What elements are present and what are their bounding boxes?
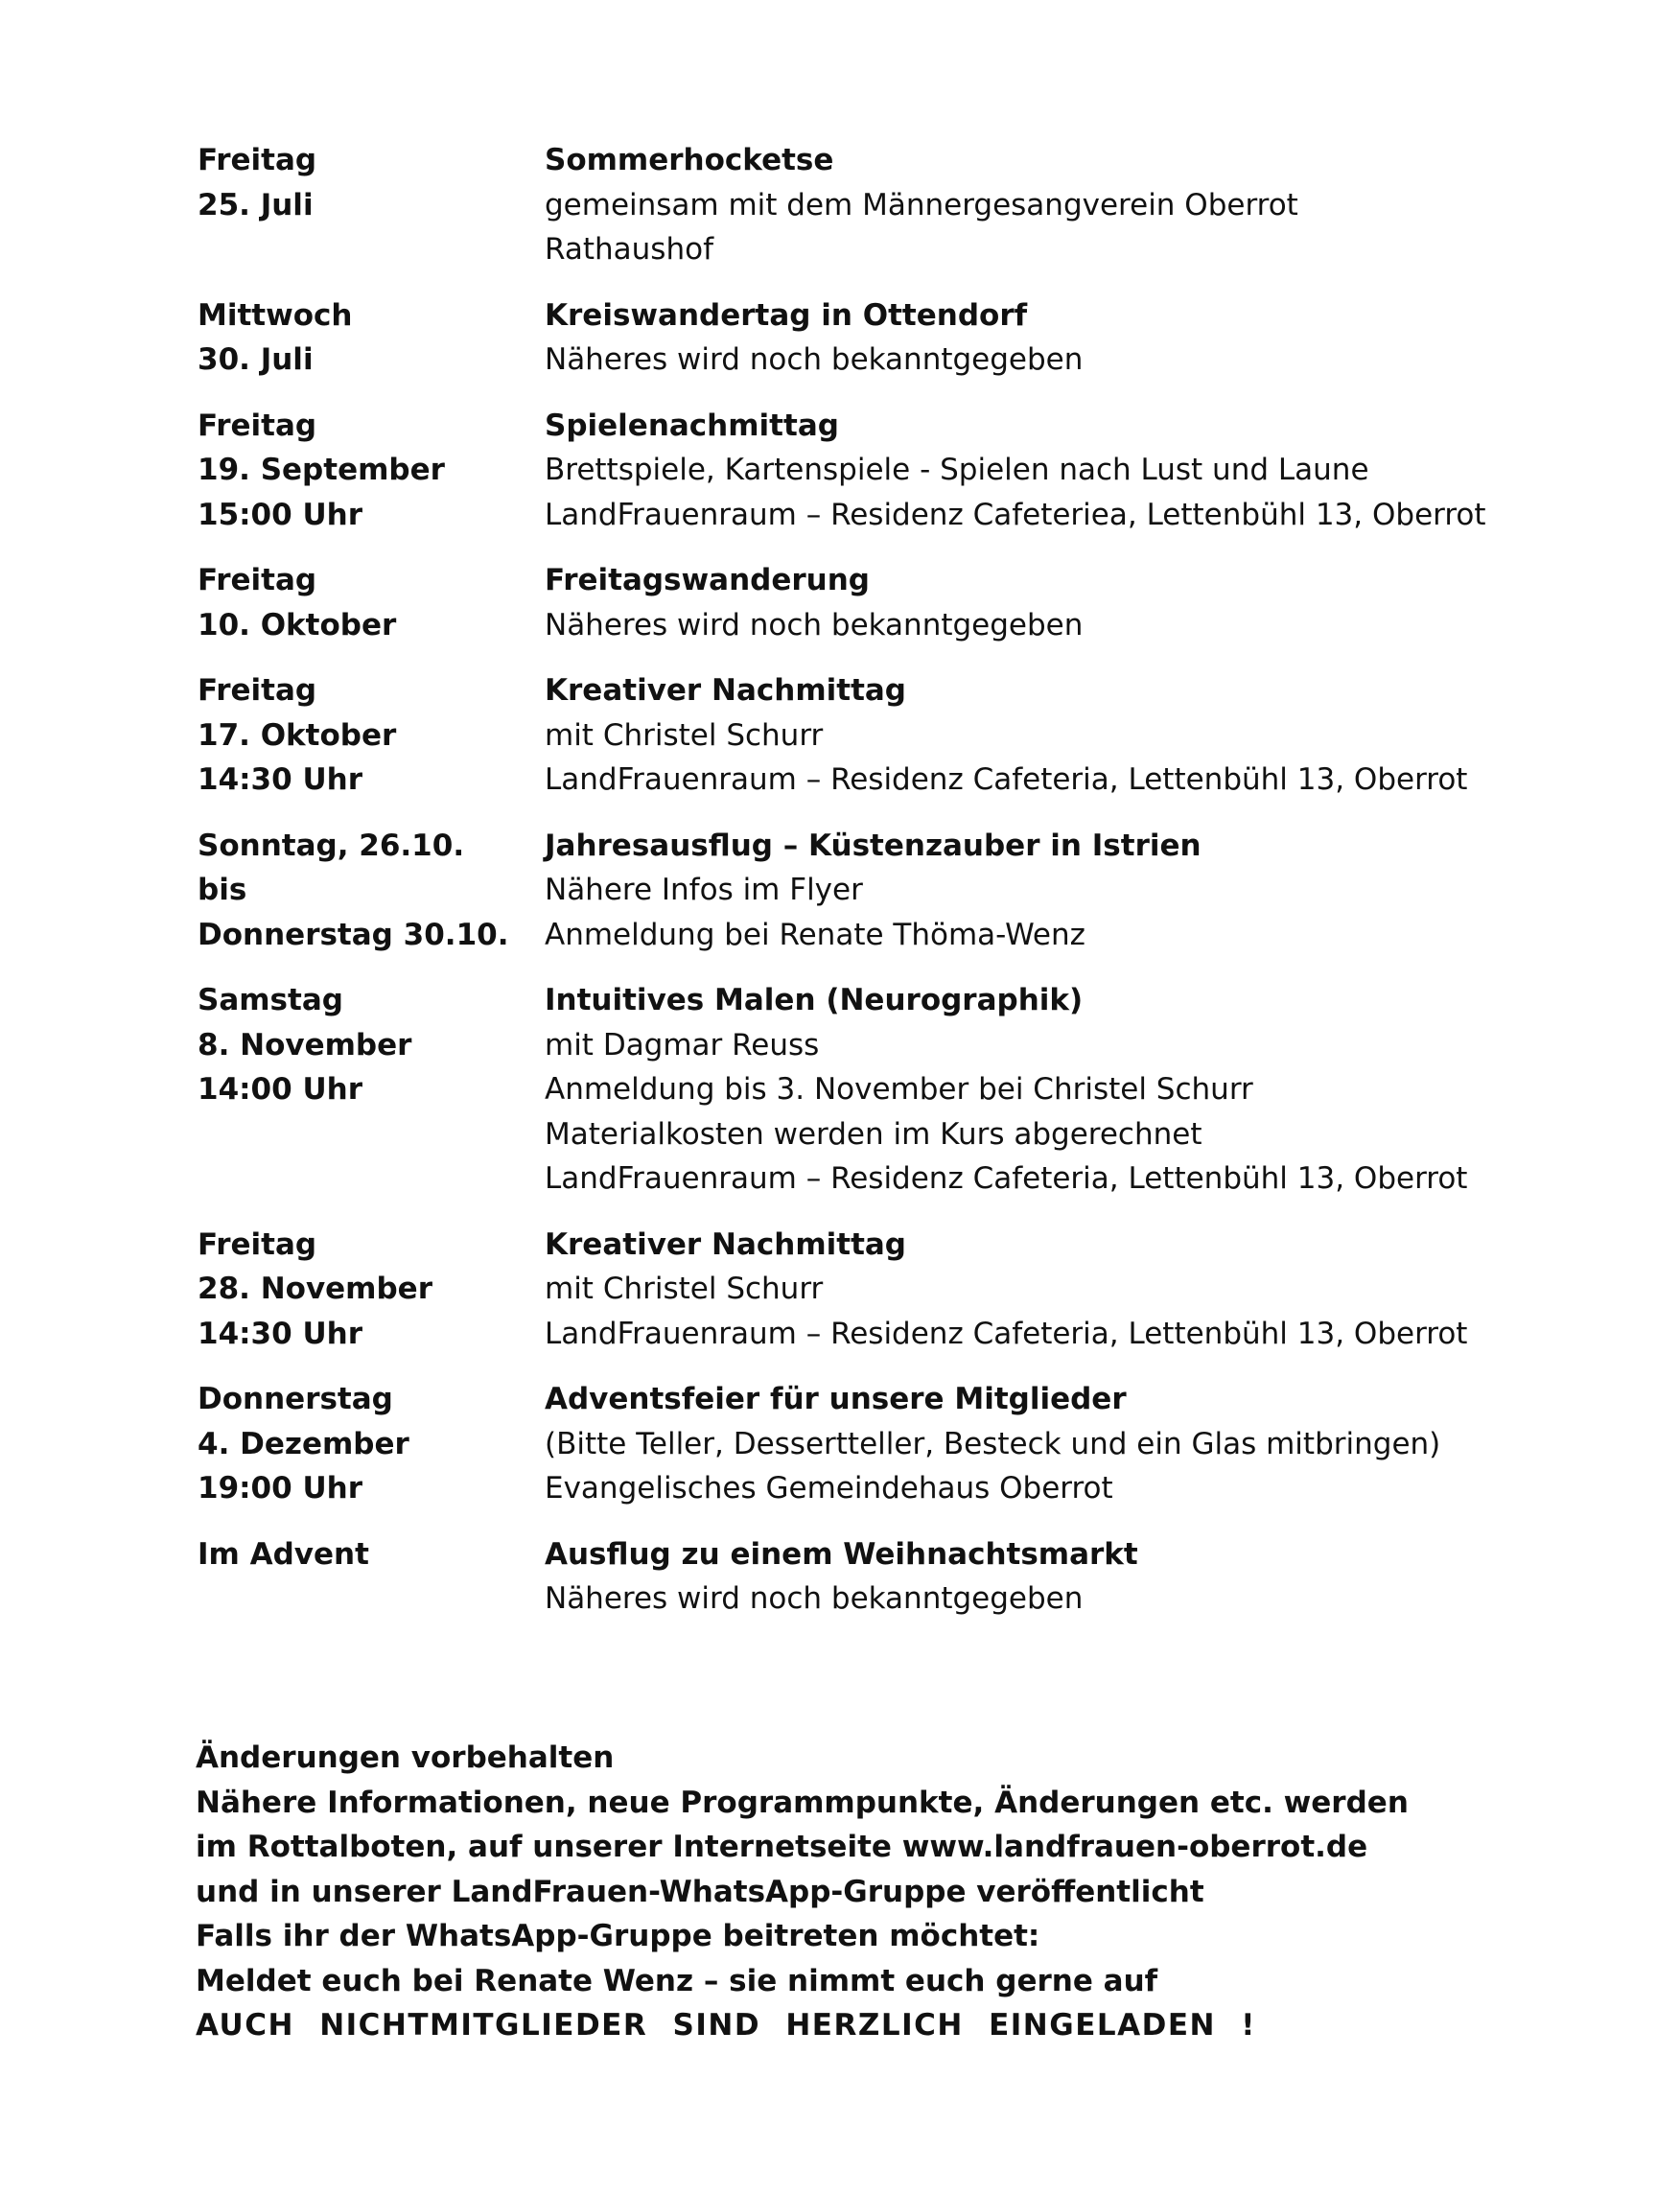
event-detail: gemeinsam mit dem Männergesangverein Oberrot: [545, 187, 1298, 222]
event-entry: [198, 293, 1559, 383]
event-detail: mit Christel Schurr: [545, 717, 824, 753]
event-detail: LandFrauenraum – Residenz Cafeteria, Lettenbühl 13, Oberrot: [545, 1161, 1468, 1196]
event-date-line: Freitag: [198, 143, 317, 177]
footer-line: und in unserer LandFrauen-WhatsApp-Gruppe veröffentlicht: [196, 1874, 1204, 1909]
event-description: [545, 558, 1559, 647]
event-date: [198, 138, 545, 272]
event-title: Ausflug zu einem Weihnachtsmarkt: [545, 1536, 1138, 1572]
event-description: [545, 1377, 1559, 1511]
event-detail: Materialkosten werden im Kurs abgerechnet: [545, 1116, 1202, 1152]
event-title: Kreativer Nachmittag: [545, 673, 906, 708]
event-detail: Näheres wird noch bekanntgegeben: [545, 607, 1084, 642]
event-entry: [198, 1377, 1559, 1511]
footer-notes: [196, 1736, 1557, 2048]
event-time: 15:00 Uhr: [198, 497, 362, 532]
event-date-line: Freitag: [198, 408, 317, 443]
event-title: Sommerhocketse: [545, 143, 834, 177]
event-date-line: 10. Oktober: [198, 607, 397, 642]
event-schedule: [198, 138, 1559, 1622]
event-entry: [198, 668, 1559, 803]
event-date-line: 4. Dezember: [198, 1426, 409, 1461]
event-title: Jahresausflug – Küstenzauber in Istrien: [545, 828, 1202, 863]
event-description: [545, 138, 1559, 272]
event-date-line: Im Advent: [198, 1536, 369, 1572]
event-detail: Nähere Infos im Flyer: [545, 873, 863, 907]
event-time: 14:00 Uhr: [198, 1072, 362, 1107]
event-title: Kreativer Nachmittag: [545, 1226, 906, 1262]
event-date-line: 28. November: [198, 1272, 432, 1306]
event-date-line: Sonntag, 26.10.: [198, 828, 465, 863]
event-detail: LandFrauenraum – Residenz Cafeteria, Lettenbühl 13, Oberrot: [545, 762, 1468, 797]
event-date-line: 25. Juli: [198, 187, 314, 222]
event-date: [198, 824, 545, 958]
event-detail: Anmeldung bis 3. November bei Christel Schurr: [545, 1072, 1253, 1107]
event-entry: [198, 1532, 1559, 1622]
event-date-line: Freitag: [198, 673, 317, 708]
event-entry: [198, 404, 1559, 538]
event-description: [545, 978, 1559, 1202]
event-date: [198, 668, 545, 803]
event-date: [198, 293, 545, 383]
event-time: 14:30 Uhr: [198, 1316, 362, 1351]
footer-line: Nähere Informationen, neue Programmpunkte, Änderungen etc. werden: [196, 1785, 1409, 1820]
event-detail: (Bitte Teller, Dessertteller, Besteck und ein Glas mitbringen): [545, 1426, 1441, 1461]
event-description: [545, 293, 1559, 383]
event-title: Spielenachmittag: [545, 408, 839, 443]
event-date-line: Mittwoch: [198, 297, 353, 333]
footer-line: Änderungen vorbehalten: [196, 1740, 615, 1775]
event-date: [198, 404, 545, 538]
event-title: Intuitives Malen (Neurographik): [545, 983, 1084, 1017]
event-detail: Brettspiele, Kartenspiele - Spielen nach Lust und Laune: [545, 453, 1369, 487]
event-description: [545, 824, 1559, 958]
event-date: [198, 1532, 545, 1622]
event-detail: LandFrauenraum – Residenz Cafeteria, Lettenbühl 13, Oberrot: [545, 1316, 1468, 1351]
event-date-line: Donnerstag 30.10.: [198, 917, 509, 952]
event-detail: mit Christel Schurr: [545, 1272, 824, 1306]
footer-line: Falls ihr der WhatsApp-Gruppe beitreten möchtet:: [196, 1919, 1040, 1953]
event-entry: [198, 824, 1559, 958]
event-time: 14:30 Uhr: [198, 762, 362, 797]
event-entry: [198, 1223, 1559, 1357]
event-date-line: 30. Juli: [198, 342, 314, 377]
event-entry: [198, 978, 1559, 1202]
event-date-line: bis: [198, 873, 247, 907]
event-title: Kreiswandertag in Ottendorf: [545, 297, 1028, 333]
event-description: [545, 1223, 1559, 1357]
event-date-line: 17. Oktober: [198, 717, 397, 753]
event-date-line: Freitag: [198, 563, 317, 597]
event-description: [545, 1532, 1559, 1622]
event-description: [545, 404, 1559, 538]
event-title: Adventsfeier für unsere Mitglieder: [545, 1382, 1127, 1416]
footer-line: im Rottalboten, auf unserer Internetseite www.landfrauen-oberrot.de: [196, 1830, 1368, 1864]
event-detail: Rathaushof: [545, 232, 713, 267]
event-entry: [198, 138, 1559, 272]
event-detail: Evangelisches Gemeindehaus Oberrot: [545, 1471, 1113, 1506]
event-detail: Anmeldung bei Renate Thöma-Wenz: [545, 917, 1085, 952]
event-detail: mit Dagmar Reuss: [545, 1027, 820, 1062]
event-time: 19:00 Uhr: [198, 1471, 362, 1506]
event-date-line: Donnerstag: [198, 1382, 393, 1416]
event-detail: Näheres wird noch bekanntgegeben: [545, 342, 1084, 377]
event-detail: Näheres wird noch bekanntgegeben: [545, 1581, 1084, 1616]
footer-line: Meldet euch bei Renate Wenz – sie nimmt euch gerne auf: [196, 1963, 1158, 1998]
event-date-line: Freitag: [198, 1226, 317, 1262]
event-date-line: 8. November: [198, 1027, 412, 1062]
event-date: [198, 558, 545, 647]
event-title: Freitagswanderung: [545, 563, 870, 597]
event-entry: [198, 558, 1559, 647]
footer-closing: AUCH NICHTMITGLIEDER SIND HERZLICH EINGELADEN !: [196, 2008, 1256, 2043]
event-detail: LandFrauenraum – Residenz Cafeteriea, Lettenbühl 13, Oberrot: [545, 497, 1486, 532]
event-date: [198, 1223, 545, 1357]
event-date-line: Samstag: [198, 983, 343, 1017]
event-date: [198, 1377, 545, 1511]
event-date-line: 19. September: [198, 453, 445, 487]
event-description: [545, 668, 1559, 803]
event-date: [198, 978, 545, 1202]
